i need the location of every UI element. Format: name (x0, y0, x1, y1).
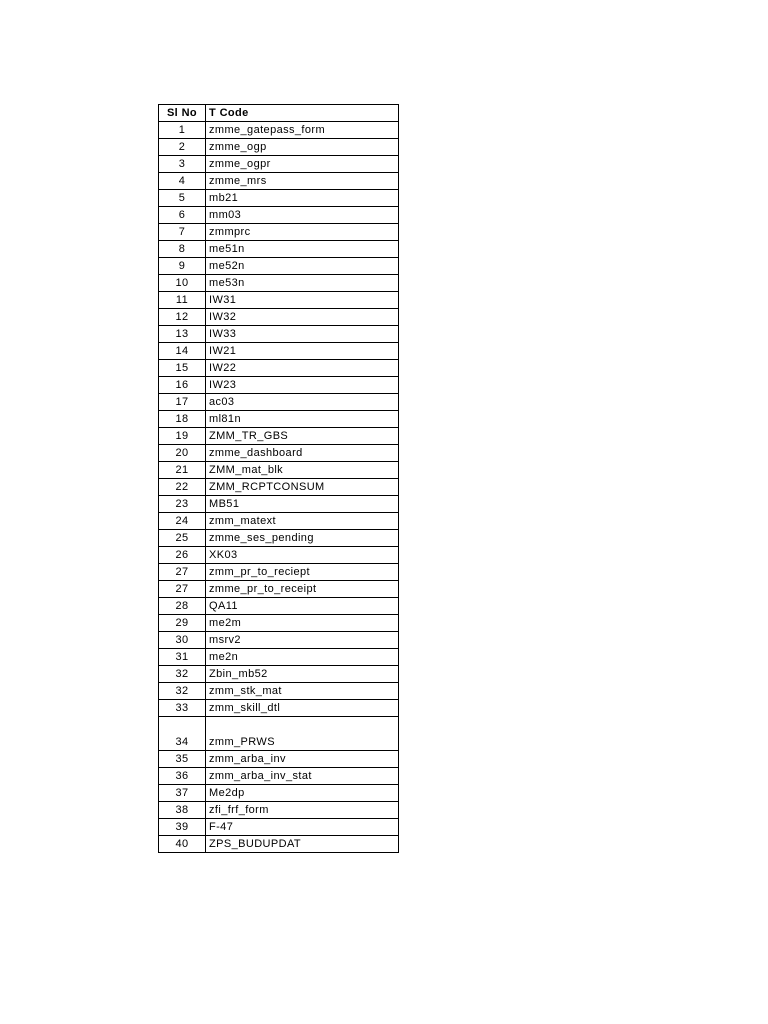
t-code-cell: IW23 (206, 377, 399, 394)
sl-no-cell: 8 (159, 241, 206, 258)
t-code-cell: zmm_pr_to_reciept (206, 564, 399, 581)
sl-no-cell: 35 (159, 751, 206, 768)
sl-no-cell: 33 (159, 700, 206, 717)
t-code-cell: IW22 (206, 360, 399, 377)
t-code-cell: zmm_arba_inv_stat (206, 768, 399, 785)
t-code-cell: IW32 (206, 309, 399, 326)
table-row (159, 428, 399, 445)
t-code-cell: zmm_stk_mat (206, 683, 399, 700)
table-row (159, 377, 399, 394)
t-code-cell: zmme_dashboard (206, 445, 399, 462)
table-row (159, 819, 399, 836)
table-row (159, 394, 399, 411)
sl-no-cell: 7 (159, 224, 206, 241)
table-row (159, 836, 399, 853)
table-row (159, 581, 399, 598)
table-row (159, 275, 399, 292)
table-row (159, 513, 399, 530)
sl-no-cell: 18 (159, 411, 206, 428)
table-row (159, 462, 399, 479)
sl-no-cell: 29 (159, 615, 206, 632)
table-row (159, 683, 399, 700)
sl-no-cell: 17 (159, 394, 206, 411)
table-row (159, 632, 399, 649)
header-sl-no: Sl No (159, 105, 206, 122)
t-code-cell: zfi_frf_form (206, 802, 399, 819)
sl-no-cell: 14 (159, 343, 206, 360)
sl-no-cell: 37 (159, 785, 206, 802)
sl-no-cell: 39 (159, 819, 206, 836)
table-row (159, 802, 399, 819)
t-code-cell: Zbin_mb52 (206, 666, 399, 683)
sl-no-cell: 40 (159, 836, 206, 853)
t-code-cell: me2n (206, 649, 399, 666)
sl-no-cell: 3 (159, 156, 206, 173)
sl-no-cell: 12 (159, 309, 206, 326)
sl-no-cell: 38 (159, 802, 206, 819)
table-row (159, 751, 399, 768)
table-row (159, 564, 399, 581)
t-code-cell: zmme_pr_to_receipt (206, 581, 399, 598)
t-code-cell: zmm_arba_inv (206, 751, 399, 768)
sl-no-cell: 26 (159, 547, 206, 564)
t-code-cell: MB51 (206, 496, 399, 513)
table-row (159, 768, 399, 785)
table-row (159, 343, 399, 360)
sl-no-cell: 34 (159, 717, 206, 751)
sl-no-cell: 32 (159, 666, 206, 683)
header-t-code: T Code (206, 105, 399, 122)
t-code-cell: F-47 (206, 819, 399, 836)
t-code-cell: IW31 (206, 292, 399, 309)
t-code-cell: zmme_ses_pending (206, 530, 399, 547)
table-body (159, 122, 399, 853)
table-row (159, 122, 399, 139)
t-code-cell: ZMM_mat_blk (206, 462, 399, 479)
sl-no-cell: 13 (159, 326, 206, 343)
t-code-cell: me2m (206, 615, 399, 632)
t-code-cell: XK03 (206, 547, 399, 564)
t-code-cell: zmm_matext (206, 513, 399, 530)
sl-no-cell: 27 (159, 564, 206, 581)
sl-no-cell: 2 (159, 139, 206, 156)
sl-no-cell: 28 (159, 598, 206, 615)
t-code-cell: me53n (206, 275, 399, 292)
table-header-row (159, 105, 399, 122)
sl-no-cell: 31 (159, 649, 206, 666)
tcode-table (158, 104, 399, 853)
t-code-cell: me51n (206, 241, 399, 258)
table-row (159, 224, 399, 241)
table-row (159, 700, 399, 717)
sl-no-cell: 32 (159, 683, 206, 700)
t-code-cell: IW33 (206, 326, 399, 343)
table-row (159, 156, 399, 173)
t-code-cell: zmme_ogpr (206, 156, 399, 173)
table-row (159, 496, 399, 513)
table-row (159, 241, 399, 258)
table-row (159, 598, 399, 615)
t-code-cell: zmmprc (206, 224, 399, 241)
sl-no-cell: 16 (159, 377, 206, 394)
t-code-cell: me52n (206, 258, 399, 275)
sl-no-cell: 30 (159, 632, 206, 649)
t-code-cell: zmme_ogp (206, 139, 399, 156)
t-code-cell: zmme_mrs (206, 173, 399, 190)
table-row (159, 411, 399, 428)
sl-no-cell: 5 (159, 190, 206, 207)
t-code-cell: ac03 (206, 394, 399, 411)
t-code-cell: ZMM_RCPTCONSUM (206, 479, 399, 496)
table-row (159, 479, 399, 496)
sl-no-cell: 27 (159, 581, 206, 598)
table-row (159, 785, 399, 802)
sl-no-cell: 24 (159, 513, 206, 530)
sl-no-cell: 9 (159, 258, 206, 275)
t-code-cell: IW21 (206, 343, 399, 360)
t-code-cell: zmm_skill_dtl (206, 700, 399, 717)
sl-no-cell: 21 (159, 462, 206, 479)
t-code-cell: ZPS_BUDUPDAT (206, 836, 399, 853)
t-code-cell: ZMM_TR_GBS (206, 428, 399, 445)
t-code-cell: ml81n (206, 411, 399, 428)
sl-no-cell: 1 (159, 122, 206, 139)
sl-no-cell: 4 (159, 173, 206, 190)
t-code-cell: zmm_PRWS (206, 717, 399, 751)
sl-no-cell: 6 (159, 207, 206, 224)
sl-no-cell: 10 (159, 275, 206, 292)
table-row (159, 190, 399, 207)
t-code-cell: mb21 (206, 190, 399, 207)
sl-no-cell: 20 (159, 445, 206, 462)
table-row (159, 360, 399, 377)
table-row (159, 666, 399, 683)
table-row (159, 207, 399, 224)
t-code-cell: QA11 (206, 598, 399, 615)
table-row (159, 547, 399, 564)
t-code-cell: zmme_gatepass_form (206, 122, 399, 139)
table-row (159, 309, 399, 326)
sl-no-cell: 22 (159, 479, 206, 496)
t-code-cell: mm03 (206, 207, 399, 224)
table-row (159, 326, 399, 343)
sl-no-cell: 19 (159, 428, 206, 445)
table-row (159, 649, 399, 666)
t-code-cell: msrv2 (206, 632, 399, 649)
table-row (159, 173, 399, 190)
sl-no-cell: 36 (159, 768, 206, 785)
table-row (159, 615, 399, 632)
table-row (159, 530, 399, 547)
table-row (159, 258, 399, 275)
t-code-cell: Me2dp (206, 785, 399, 802)
table-row (159, 717, 399, 751)
sl-no-cell: 15 (159, 360, 206, 377)
sl-no-cell: 11 (159, 292, 206, 309)
sl-no-cell: 25 (159, 530, 206, 547)
table-row (159, 445, 399, 462)
table-row (159, 139, 399, 156)
table-row (159, 292, 399, 309)
sl-no-cell: 23 (159, 496, 206, 513)
